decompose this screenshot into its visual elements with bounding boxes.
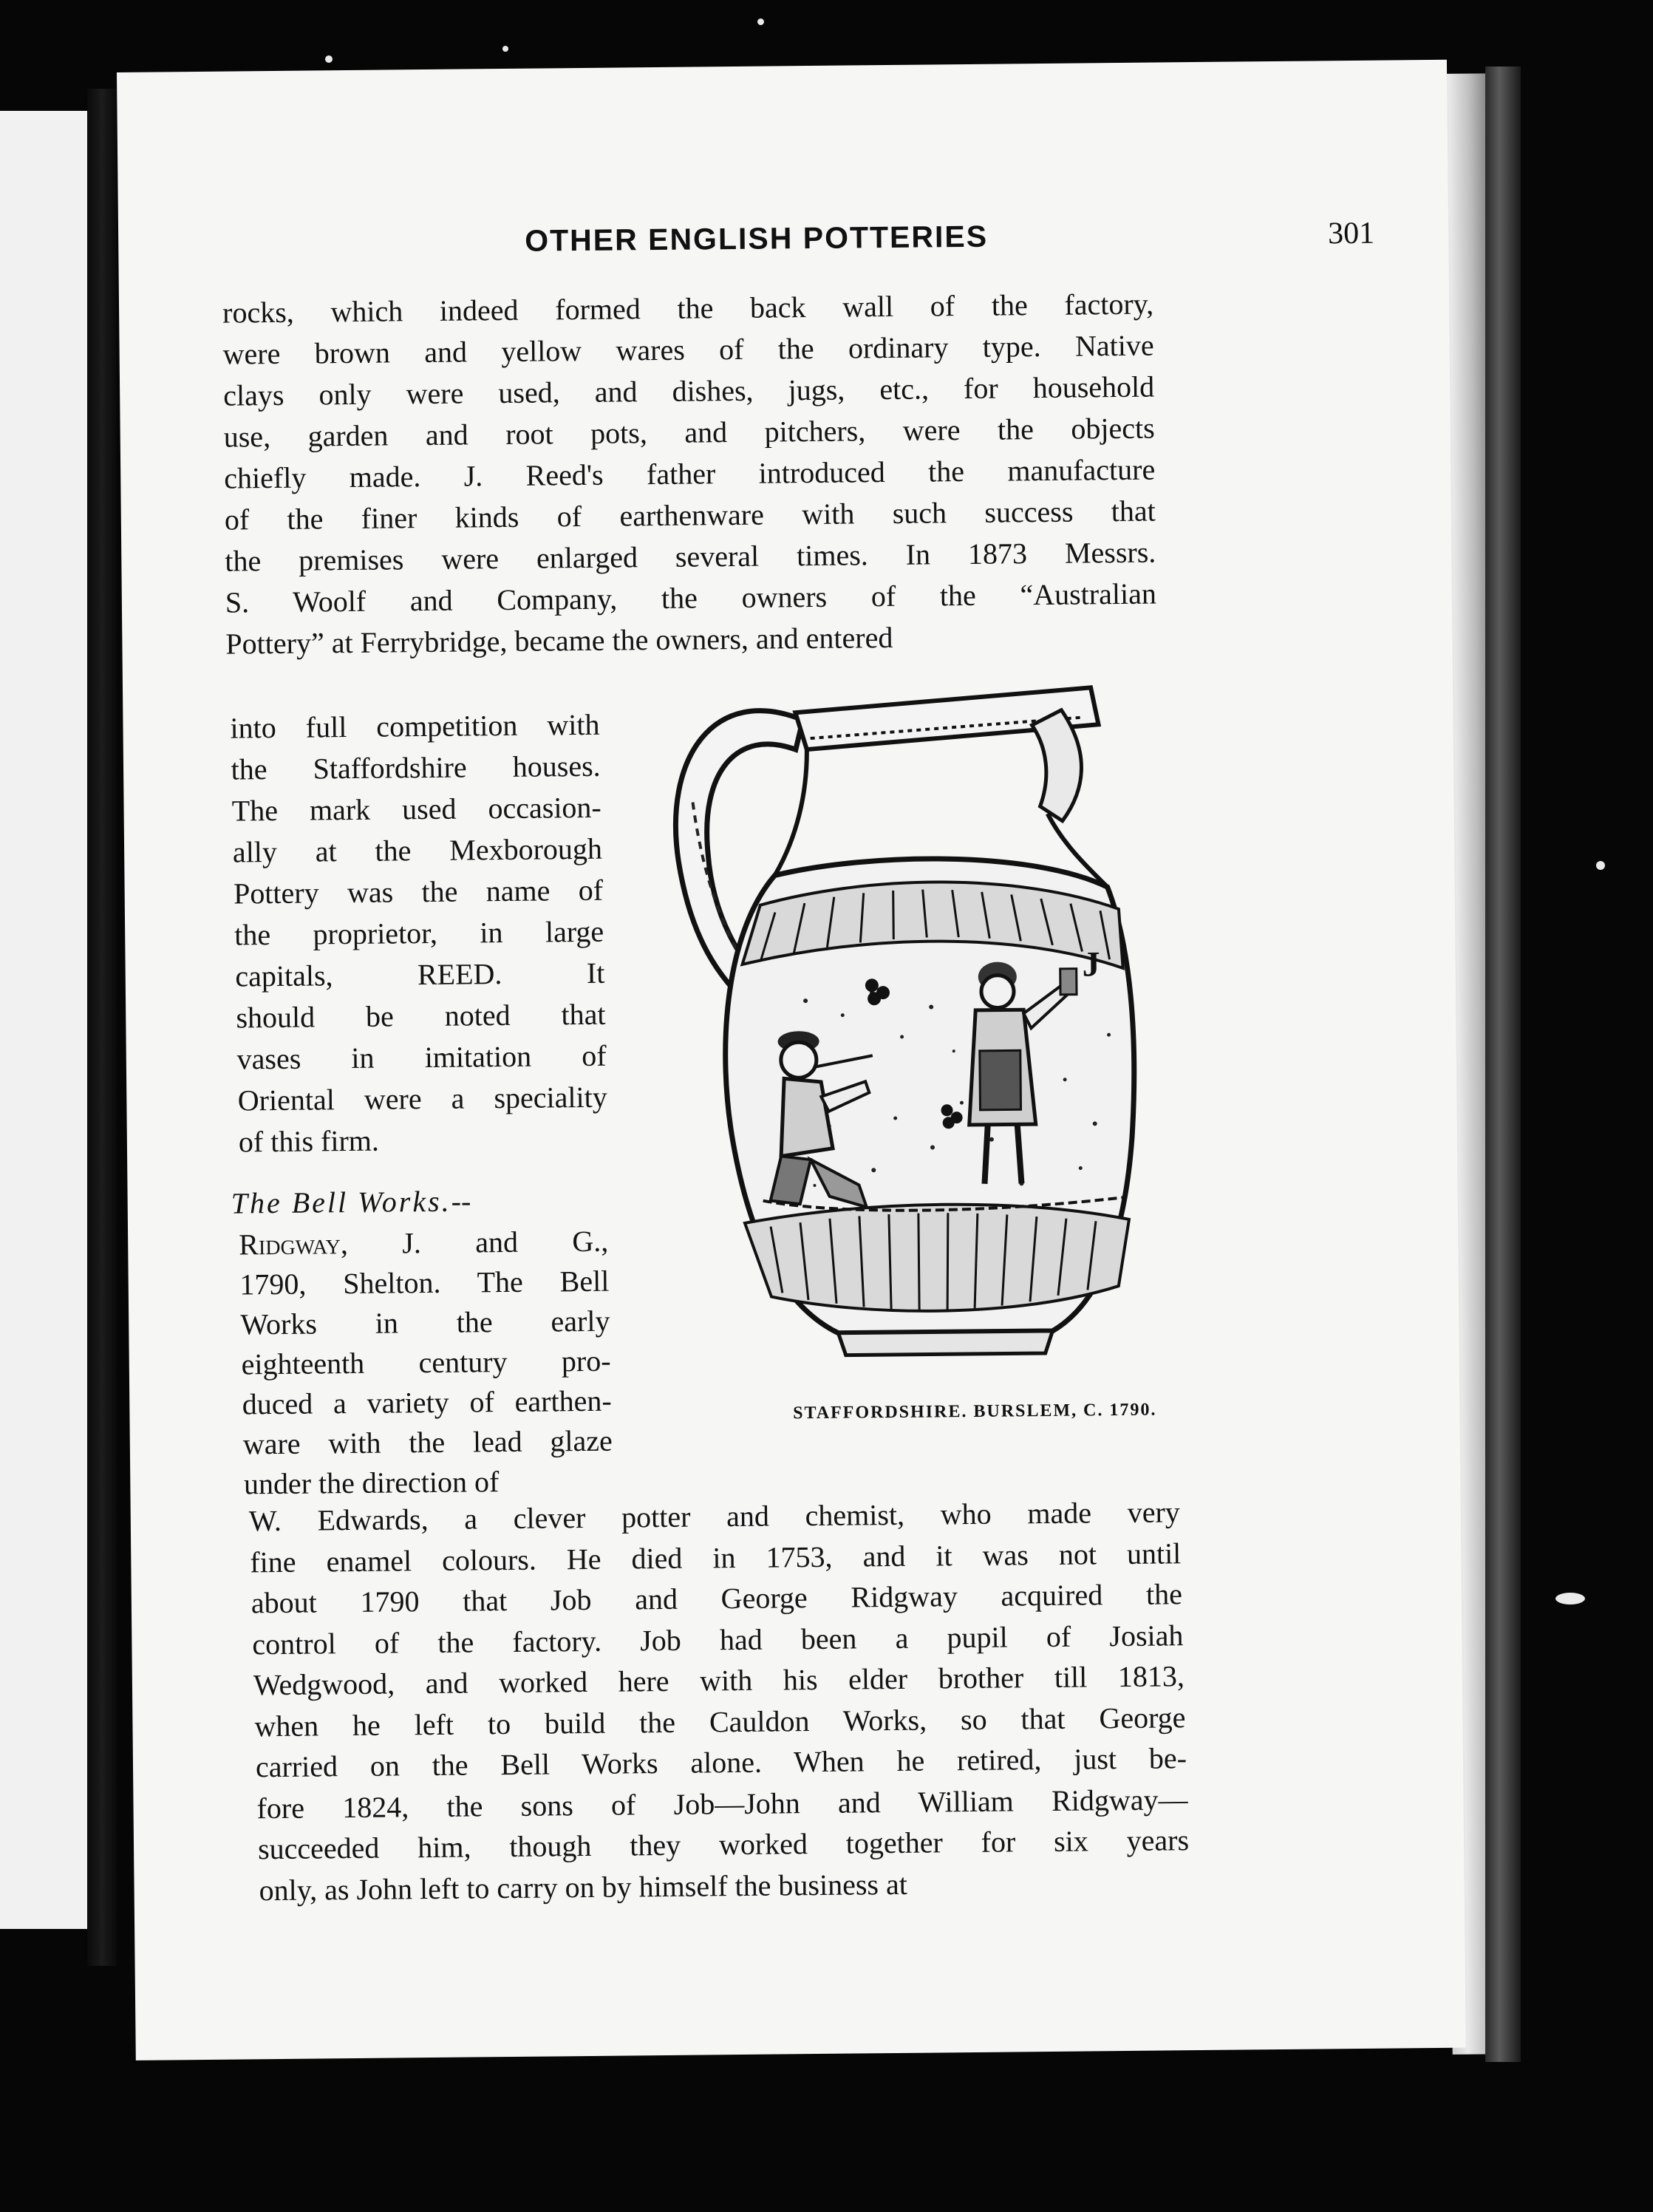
text-line: W. Edwards, a clever potter and chemist, who made very: [248, 1495, 1180, 1538]
text-line: Ridgway, J. and G.,: [239, 1224, 609, 1262]
text-line: fine enamel colours. He died in 1753, and it was not until: [250, 1536, 1182, 1579]
text-line: the premises were enlarged several times. In 1873 Messrs.: [225, 535, 1156, 578]
text-line: eighteenth century pro-: [241, 1344, 611, 1381]
text-line: carried on the Bell Works alone. When he retired, just be-: [255, 1741, 1187, 1784]
text-line: into full competition with: [230, 707, 600, 745]
text-line: Works in the early: [240, 1304, 610, 1341]
text-line: when he left to build the Cauldon Works, so that George: [254, 1700, 1186, 1743]
text-line: ware with the lead glaze: [242, 1423, 613, 1461]
text-line: Oriental were a speciality: [237, 1080, 607, 1117]
text-line: the Staffordshire houses.: [231, 749, 601, 786]
running-head: [406, 216, 1375, 270]
smallcaps-initial: R: [239, 1228, 259, 1262]
page-number: 301: [1327, 216, 1375, 251]
text-line: capitals, REED. It: [235, 956, 605, 993]
text-line: Pottery” at Ferrybridge, became the owners, and entered: [225, 620, 893, 661]
dust-speck: [1555, 1593, 1585, 1604]
dust-speck: [325, 55, 333, 63]
text-line: of this firm.: [238, 1123, 380, 1159]
jug-illustration: [647, 665, 1149, 1394]
dust-speck: [757, 18, 764, 25]
text-line: the proprietor, in large: [234, 914, 604, 952]
text-line: were brown and yellow wares of the ordinary type. Native: [222, 328, 1154, 371]
text-line: ally at the Mexborough: [232, 831, 603, 869]
jug-initial: J: [1082, 945, 1100, 984]
text-line: Wedgwood, and worked here with his elder brother till 1813,: [253, 1659, 1185, 1702]
text-line: chiefly made. J. Reed's father introduced the manufacture: [224, 452, 1156, 495]
text-line: only, as John left to carry on by himself the business at: [259, 1867, 908, 1907]
text-line: The mark used occasion-: [231, 790, 601, 828]
text-line: S. Woolf and Company, the owners of the “Australian: [225, 576, 1157, 619]
section-heading: [231, 1180, 600, 1224]
section-heading-italic: The Bell Works.: [231, 1184, 451, 1220]
book-page: [117, 60, 1466, 2060]
running-title: OTHER ENGLISH POTTERIES: [524, 219, 989, 258]
text-line: Pottery was the name of: [233, 873, 604, 911]
dust-speck: [1596, 861, 1605, 870]
section-heading-dash: --: [451, 1184, 471, 1218]
text-line: clays only were used, and dishes, jugs, etc., for household: [222, 370, 1155, 412]
text-line: under the direction of: [243, 1465, 500, 1501]
text-line: succeeded him, though they worked together for six years: [257, 1823, 1190, 1866]
dust-speck: [502, 46, 508, 52]
text-line: fore 1824, the sons of Job—John and William Ridgway—: [256, 1782, 1188, 1825]
text-line: of the finer kinds of earthenware with such success that: [224, 494, 1156, 537]
book-gutter: [87, 89, 117, 1966]
text-line: about 1790 that Job and George Ridgway acquired the: [250, 1577, 1183, 1620]
book-cover-edge: [1485, 67, 1521, 2062]
text-line: 1790, Shelton. The Bell: [239, 1264, 610, 1301]
text-line: control of the factory. Job had been a pupil of Josiah: [252, 1618, 1184, 1661]
facing-page-edge: [0, 111, 92, 1929]
text-line: vases in imitation of: [236, 1038, 607, 1076]
text-line: use, garden and root pots, and pitchers, were the objects: [223, 411, 1155, 454]
figure-caption: STAFFORDSHIRE. BURSLEM, C. 1790.: [793, 1400, 1157, 1423]
text-line: rocks, which indeed formed the back wall of the factory,: [222, 287, 1154, 330]
text-line: duced a variety of earthen-: [242, 1384, 612, 1421]
smallcaps-rest: idgway: [258, 1227, 341, 1262]
text-line: should be noted that: [236, 997, 606, 1035]
staffordshire-jug-drawing: [647, 665, 1149, 1394]
